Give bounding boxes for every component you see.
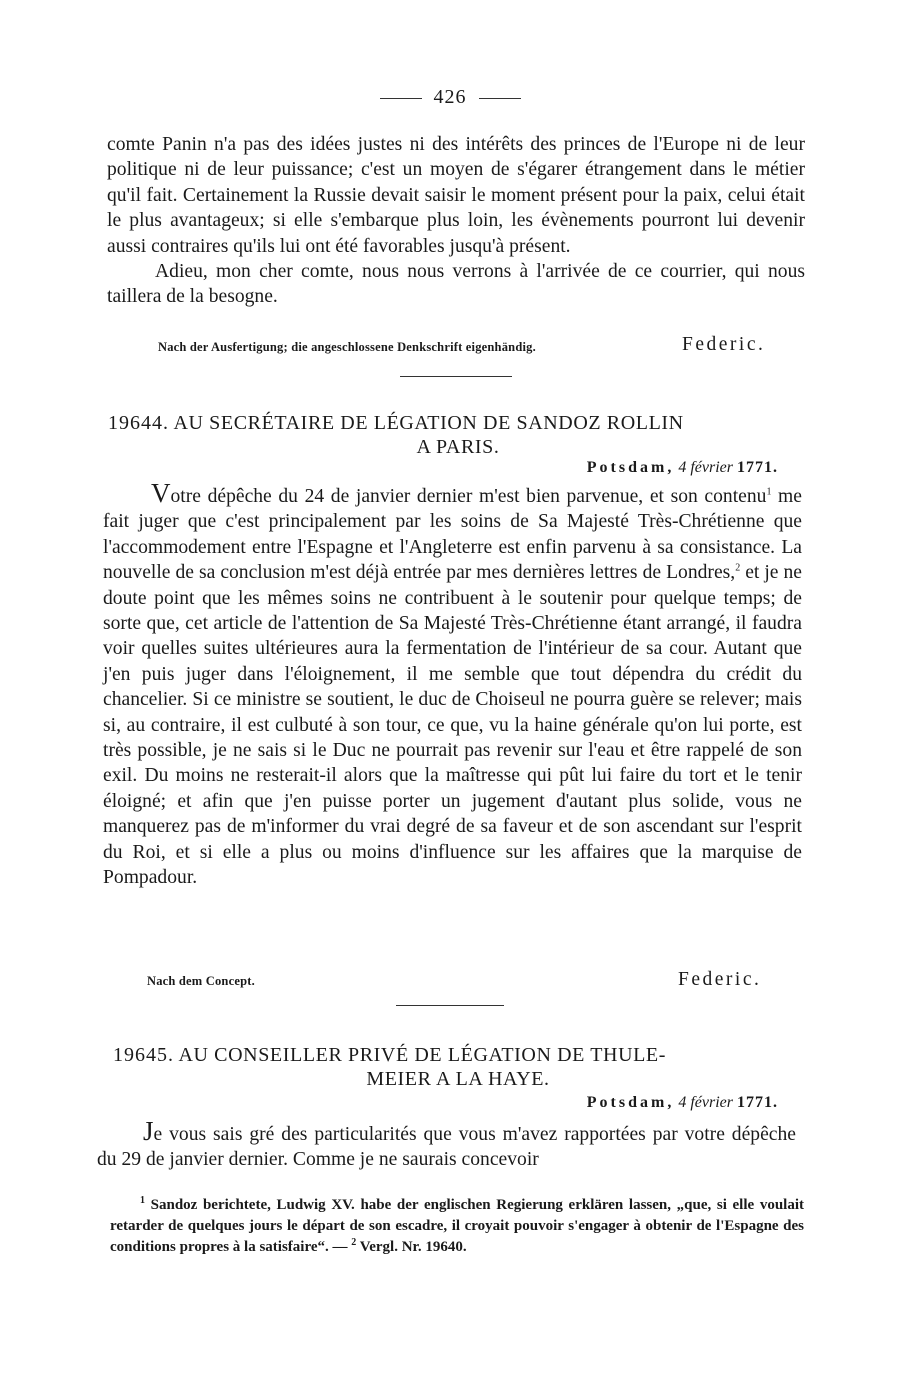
footnotes — [110, 1195, 804, 1258]
dateline-year: 1771. — [737, 1094, 778, 1111]
drop-cap: V — [151, 478, 171, 508]
footnote-ref-2[interactable]: 2 — [735, 562, 741, 574]
source-note: Nach dem Concept. — [147, 974, 255, 988]
continuation-text: comte Panin n'a pas des idées justes ni des intérêts des princes de l'Europe ni de leur politique ni de leur puissance; c'est un moyen de s'égarer étrangement dans le métier qu'il fait. Certainement la Russie devait saisir le moment présent pour la paix, celui était le plus avantageux; si elle s'embarque plus loin, les évènements pourront lui devenir aussi contraires qu'ils lui ont été favorables jusqu'à présent. — [107, 134, 805, 257]
letter-heading-line1: AU CONSEILLER PRIVÉ DE LÉGATION DE THULE- — [178, 1044, 667, 1066]
drop-cap: J — [143, 1116, 154, 1146]
letter-body-part1: otre dépêche du 24 de janvier dernier m'est bien parvenue, et son contenu — [170, 486, 767, 507]
letter-body — [97, 1116, 796, 1173]
page-number: 426 — [433, 86, 467, 108]
section-divider — [396, 1005, 504, 1006]
continuation-closing: Adieu, mon cher comte, nous nous verrons à l'arrivée de ce courrier, qui nous taillera de la besogne. — [107, 261, 805, 308]
letter-heading — [113, 1043, 813, 1068]
dateline-place: Potsdam, — [586, 459, 675, 476]
letter-number: 19645. — [113, 1044, 174, 1066]
page-number-dash-left — [380, 98, 422, 99]
letter-heading-line1: AU SECRÉTAIRE DE LÉGATION DE SANDOZ ROLLIN — [173, 412, 684, 434]
footnote-ref-1[interactable]: 1 — [766, 486, 772, 498]
section-divider — [400, 376, 512, 377]
footnote-2-text: Vergl. Nr. 19640. — [359, 1239, 467, 1255]
footnote-marker: 2 — [351, 1237, 357, 1248]
letter-body-part3: et je ne doute point que les mêmes soins ne contribuent à le soutenir pour quelque temps; de sorte que, cet article de l'attention de Sa Majesté Très-Chrétienne étant arrangé, il faudra voir quelles suites ultérieures aura la fermentation de l'intérieur de sa cour. Autant que j'en puis juger dans l'éloignement, il me semble que tout dépendra du crédit du chancelier. Si ce ministre se soutient, le duc de Choiseul ne pourra guère se relever; mais si, au contraire, il est culbuté à son tour, ce que, vu la haine générale qu'on lui porte, est très possible, je ne sais si le Duc ne pourrait pas revenir sur l'eau et être rappelé de son exil. Du moins ne resterait-il alors que la maîtresse qui pût lui faire du tort et le tenir éloigné; et afin que j'en puisse porter un jugement d'autant plus solide, vous ne manquerez pas de m'informer du vrai degré de sa faveur et de son ascendant sur l'esprit du Roi, et si elle a plus ou moins d'influence sur les affaires que la marquise de Pompadour. — [103, 562, 802, 889]
letter-heading-line2: A PARIS. — [416, 436, 500, 458]
dateline-date: 4 février — [678, 1094, 733, 1111]
signature: Federic. — [678, 969, 762, 990]
footnote-marker: 1 — [140, 1195, 145, 1206]
letter-number: 19644. — [108, 412, 169, 434]
source-note: Nach der Ausfertigung; die angeschlossene Denkschrift eigenhändig. — [158, 340, 536, 354]
page-number-dash-right — [479, 98, 521, 99]
continuation-paragraph — [107, 132, 805, 310]
letter-body — [103, 478, 802, 891]
signature: Federic. — [682, 334, 766, 355]
letter-body-part2: me fait juger que c'est principalement par les soins de Sa Majesté Très-Chrétienne que l'accommodement entre l'Espagne et l'Angleterre est enfin parvenu à sa consistance. La nouvelle de sa conclusion m'est déjà entrée par mes dernières lettres de Londres, — [103, 486, 802, 584]
dateline-date: 4 février — [678, 459, 733, 476]
dateline — [400, 1094, 778, 1112]
letter-heading-line2: MEIER A LA HAYE. — [366, 1068, 550, 1090]
letter-body-text: e vous sais gré des particularités que vous m'avez rapportées par votre dépêche du 29 de janvier dernier. Comme je ne saurais concevoir — [97, 1124, 796, 1171]
dateline-year: 1771. — [737, 459, 778, 476]
footnote-1 — [110, 1195, 804, 1258]
dateline — [400, 459, 778, 477]
letter-heading — [108, 411, 808, 436]
footnote-1-text: Sandoz berichtete, Ludwig XV. habe der englischen Regierung erklären lassen, „que, si elle voulait retarder de quelques jours le départ de son escadre, il croyait pouvoir s'engager à obtenir de l'Espagne des conditions propres à la satisfaire“. — — [110, 1197, 804, 1255]
page-number-line — [0, 86, 900, 109]
dateline-place: Potsdam, — [586, 1094, 675, 1111]
